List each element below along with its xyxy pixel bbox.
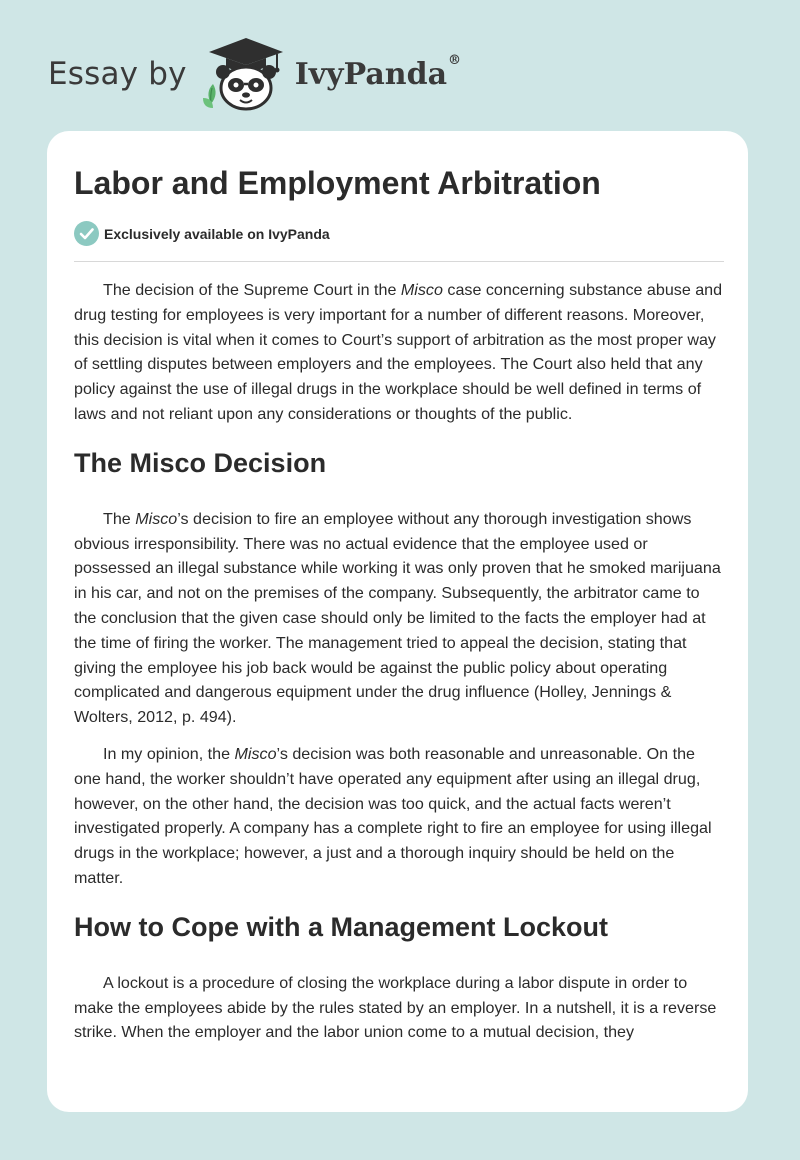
essay-title: Labor and Employment Arbitration [74, 165, 601, 201]
paragraph-intro: The decision of the Supreme Court in the Misco case concerning substance abuse and drug testing for employees is very important for a number of different reasons. Moreover, this decision is vital when it comes to Court’s support of arbitration as the most proper way of settling disputes between employers and the employees. The Court also held that any policy against the use of illegal drugs in the workplace should be well defined in terms of laws and not reliant upon any considerations or thoughts of the public. [74, 281, 723, 423]
paragraph-misco-2: In my opinion, the Misco’s decision was both reasonable and unreasonable. On the one hand, the worker shouldn’t have operated any equipment after using an illegal drug, however, on the other hand, the decision was too quick, and the actual facts weren’t investigated properly. A company has a complete right to fire an employee for using illegal drugs in the workplace; however, a just and a thorough inquiry should be held on the matter. [74, 744, 712, 887]
check-circle-icon [74, 221, 99, 246]
section-heading-misco: The Misco Decision [74, 447, 327, 478]
brand-prefix: Essay by [48, 56, 187, 92]
essay-card [47, 131, 748, 1112]
paragraph-lockout: A lockout is a procedure of closing the workplace during a labor dispute in order to make the employees abide by the rules stated by an employer. In a nutshell, it is a reverse strike. When the employer and the labor union come to a mutual decision, they [74, 973, 717, 1042]
exclusive-badge [74, 221, 330, 246]
essay-body [74, 278, 724, 1057]
exclusive-label: Exclusively available on IvyPanda [104, 225, 330, 242]
site-header [48, 34, 461, 114]
brand-name[interactable]: IvyPanda® [294, 52, 462, 92]
paragraph-misco-1: The Misco’s decision to fire an employee without any thorough investigation shows obvious irresponsibility. There was no actual evidence that the employee used or possessed an illegal substance while working it was only proven that he smoked marijuana in his car, and not on the premises of the company. Subsequently, the arbitrator came to the conclusion that the given case should only be limited to the facts the employer had at the time of firing the worker. The management tried to appeal the decision, stating that giving the employee his job back would be against the public policy about operating complicated and dangerous equipment under the drug influence (Holley, Jennings & Wolters, 2012, p. 494). [74, 509, 721, 727]
registered-mark: ® [448, 52, 462, 68]
section-heading-lockout: How to Cope with a Management Lockout [74, 911, 609, 942]
panda-logo-icon[interactable] [201, 34, 291, 114]
divider [74, 261, 724, 262]
